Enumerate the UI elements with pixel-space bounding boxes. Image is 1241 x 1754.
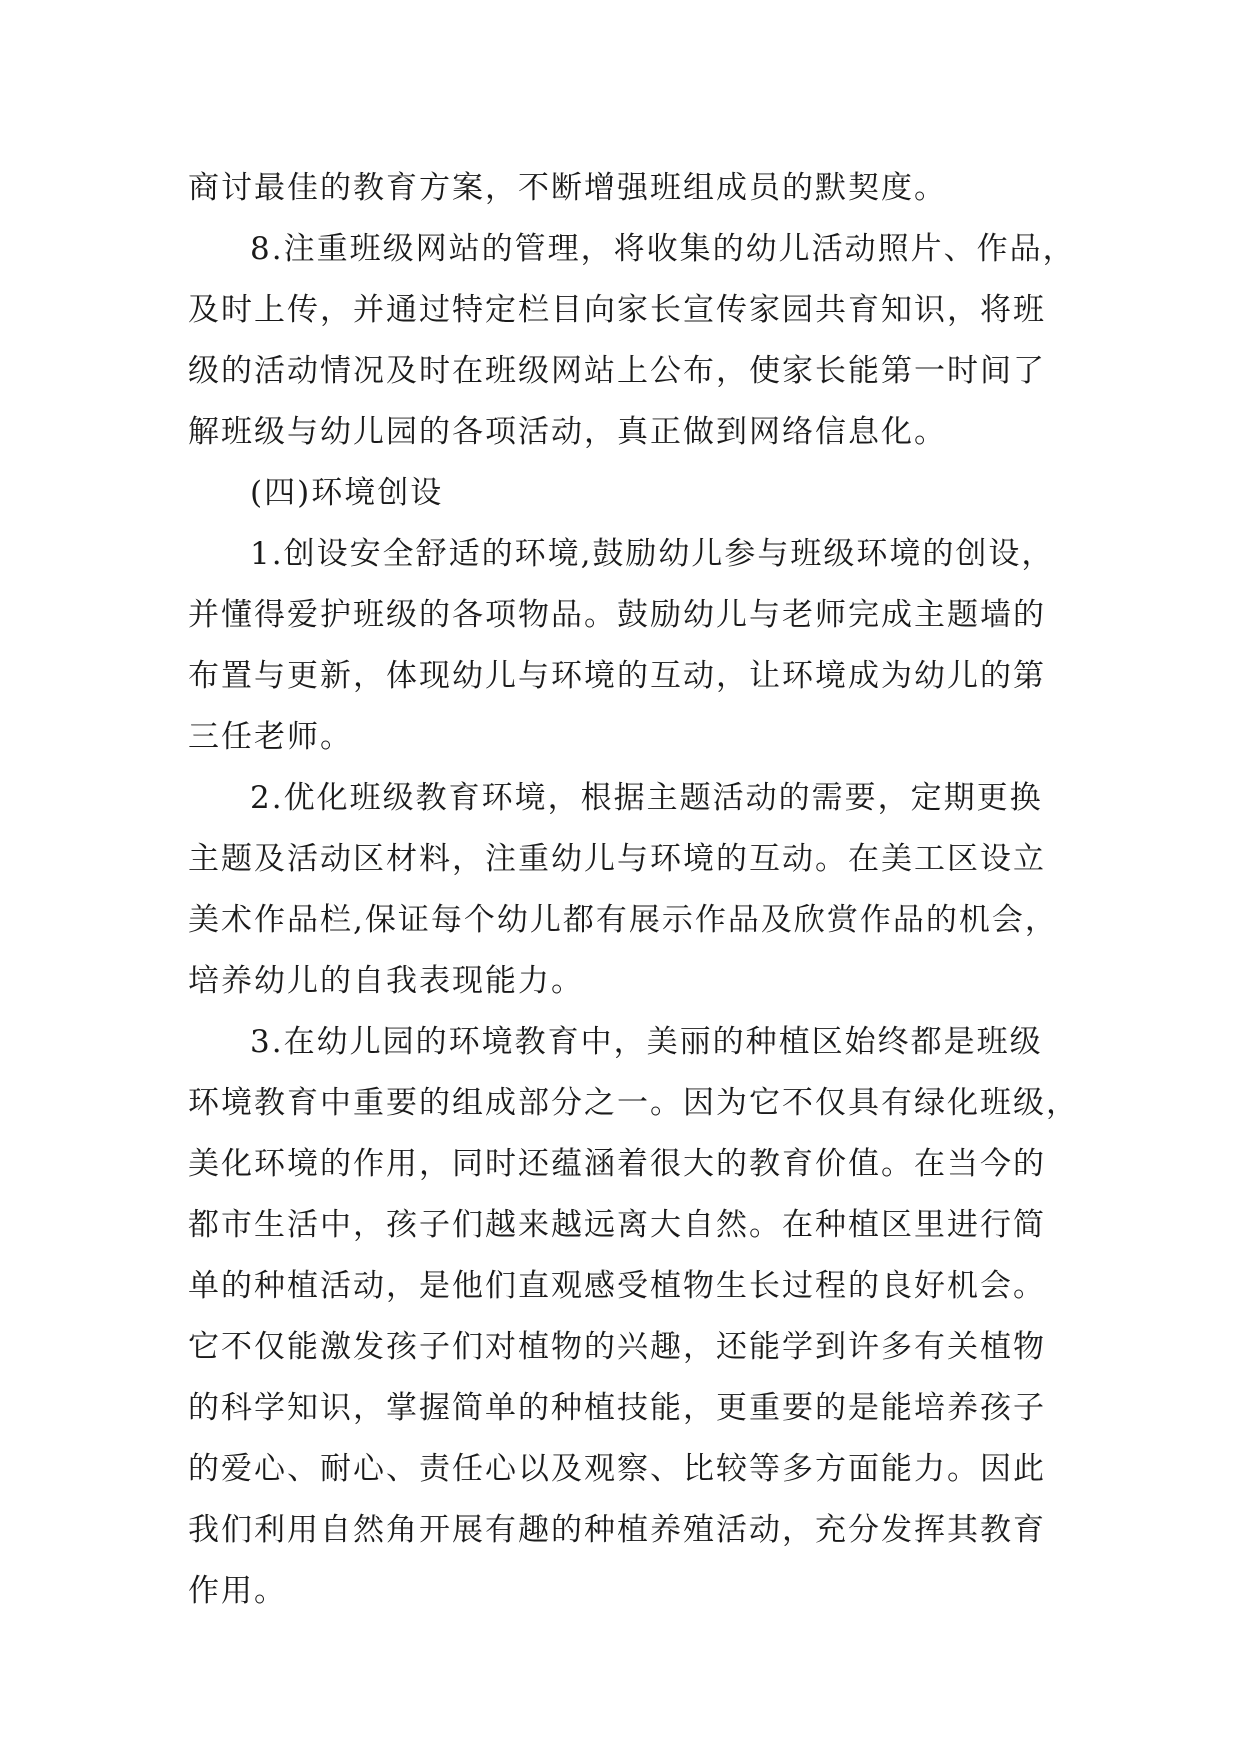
text-line: 的爱心、耐心、责任心以及观察、比较等多方面能力。因此 — [188, 1451, 1046, 1487]
text-line: 并懂得爱护班级的各项物品。鼓励幼儿与老师完成主题墙的 — [188, 597, 1046, 633]
text-line: 三任老师。 — [188, 719, 353, 755]
paragraph-first-line: 3.在幼儿园的环境教育中，美丽的种植区始终都是班级 — [250, 1024, 1043, 1060]
text-line: 级的活动情况及时在班级网站上公布，使家长能第一时间了 — [188, 353, 1046, 389]
text-line: 环境教育中重要的组成部分之一。因为它不仅具有绿化班级， — [188, 1085, 1079, 1121]
text-line: 美化环境的作用，同时还蕴涵着很大的教育价值。在当今的 — [188, 1146, 1046, 1182]
text-line: 都市生活中，孩子们越来越远离大自然。在种植区里进行简 — [188, 1207, 1046, 1243]
text-line: 我们利用自然角开展有趣的种植养殖活动，充分发挥其教育 — [188, 1512, 1046, 1548]
paragraph-first-line: 1.创设安全舒适的环境,鼓励幼儿参与班级环境的创设， — [250, 536, 1055, 572]
text-line: 主题及活动区材料，注重幼儿与环境的互动。在美工区设立 — [188, 841, 1046, 877]
paragraph-first-line: 2.优化班级教育环境，根据主题活动的需要，定期更换 — [250, 780, 1043, 816]
text-line: 的科学知识，掌握简单的种植技能，更重要的是能培养孩子 — [188, 1390, 1046, 1426]
text-line: 布置与更新，体现幼儿与环境的互动，让环境成为幼儿的第 — [188, 658, 1046, 694]
text-line: 解班级与幼儿园的各项活动，真正做到网络信息化。 — [188, 414, 947, 450]
text-line: 商讨最佳的教育方案，不断增强班组成员的默契度。 — [188, 170, 947, 206]
text-line: 单的种植活动，是他们直观感受植物生长过程的良好机会。 — [188, 1268, 1046, 1304]
text-line: 它不仅能激发孩子们对植物的兴趣，还能学到许多有关植物 — [188, 1329, 1046, 1365]
text-line: 及时上传，并通过特定栏目向家长宣传家园共育知识，将班 — [188, 292, 1046, 328]
text-line: 美术作品栏,保证每个幼儿都有展示作品及欣赏作品的机会， — [188, 902, 1058, 938]
text-line: 作用。 — [188, 1573, 287, 1609]
paragraph-first-line: 8.注重班级网站的管理，将收集的幼儿活动照片、作品， — [250, 231, 1076, 267]
document-body — [188, 158, 1079, 1622]
section-heading: (四)环境创设 — [250, 475, 444, 511]
text-line: 培养幼儿的自我表现能力。 — [188, 963, 584, 999]
